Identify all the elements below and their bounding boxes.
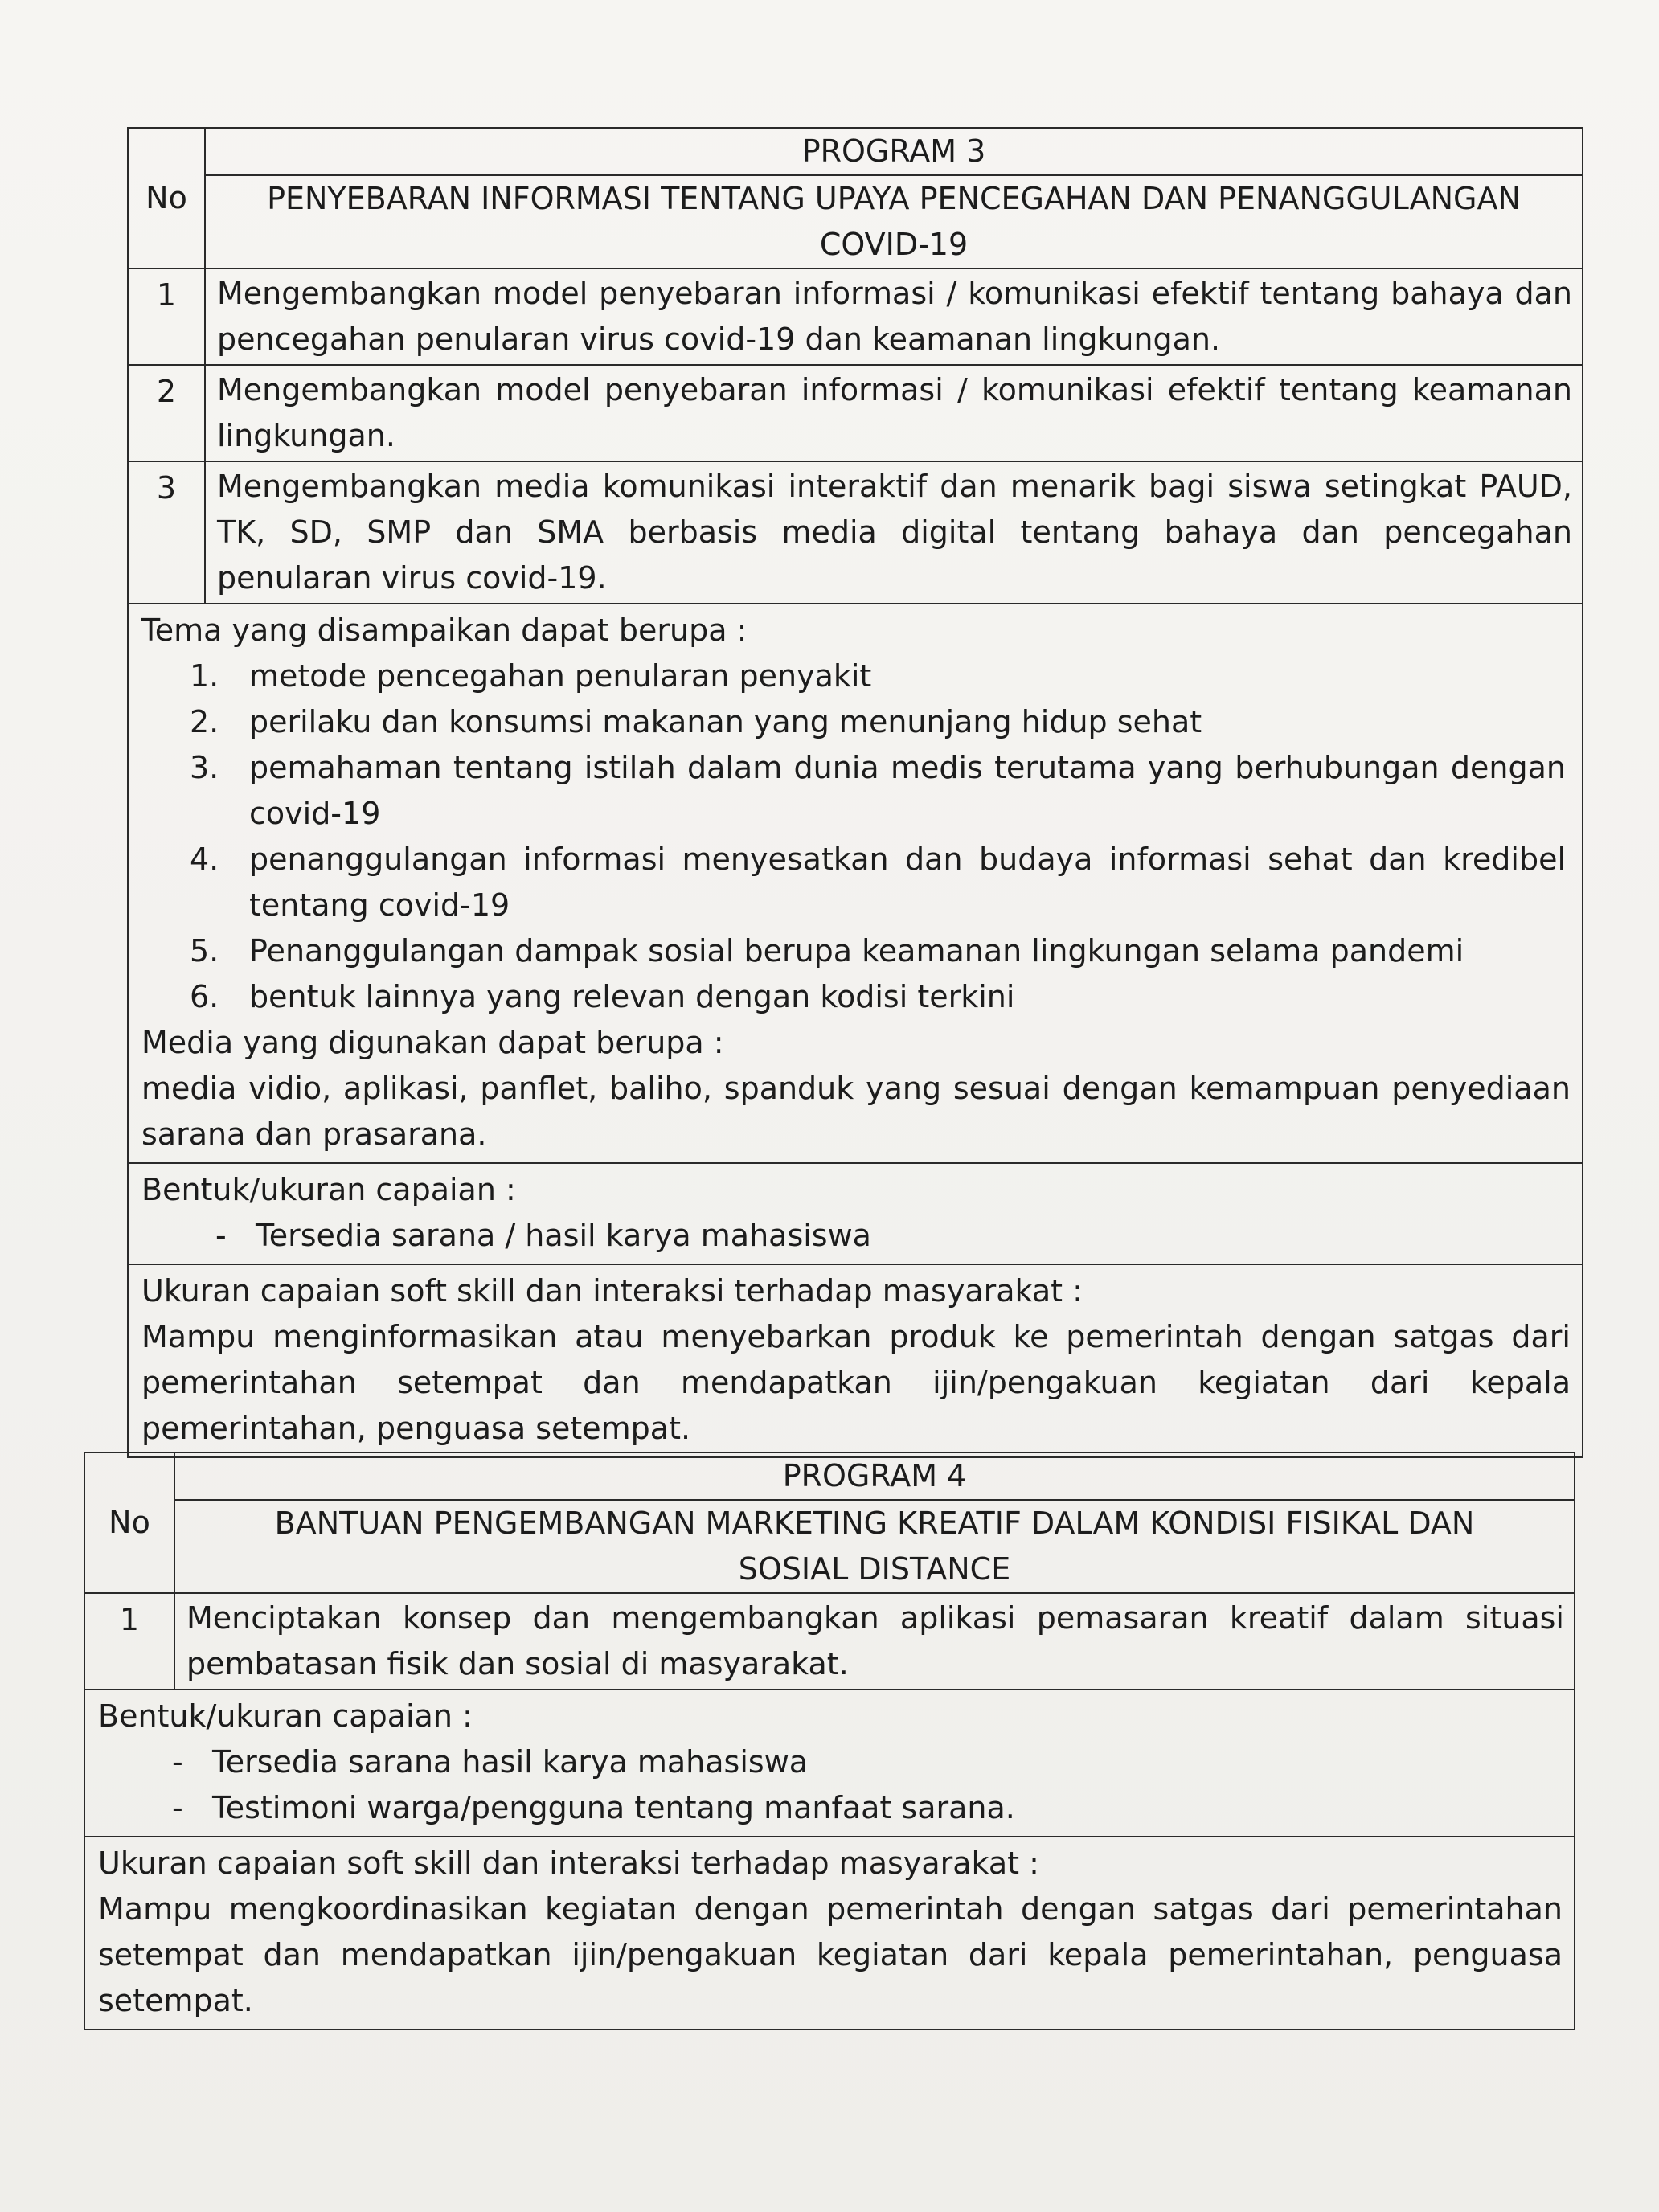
capaian-section xyxy=(128,1163,1583,1264)
softskill-text: Mampu mengkoordinasikan kegiatan dengan pemerintah dengan satgas dari pemerintahan setempat dan mendapatkan ijin/pengakuan kegiatan dari kepala pemerintahan, penguasa setempat. xyxy=(98,1891,1563,2018)
column-header-no: No xyxy=(128,128,205,268)
program-subtitle: PENYEBARAN INFORMASI TENTANG UPAYA PENCEGAHAN DAN PENANGGULANGAN COVID-19 xyxy=(205,175,1583,268)
list-number: 3. xyxy=(190,750,219,785)
media-text: media vidio, aplikasi, panflet, baliho, spanduk yang sesuai dengan kemampuan penyediaan sarana dan prasarana. xyxy=(141,1071,1571,1152)
row-number: 2 xyxy=(128,365,205,461)
list-item: - Tersedia sarana / hasil karya mahasiswa xyxy=(141,1213,1571,1259)
program-4-table xyxy=(84,1452,1575,2030)
list-number: 2. xyxy=(190,704,219,739)
tema-media-section xyxy=(128,604,1583,1163)
list-text: penanggulangan informasi menyesatkan dan budaya informasi sehat dan kredibel tentang covid-19 xyxy=(249,842,1566,923)
program-title: PROGRAM 3 xyxy=(205,128,1583,175)
list-item xyxy=(141,745,1571,837)
row-text: Menciptakan konsep dan mengembangkan aplikasi pemasaran kreatif dalam situasi pembatasan fisik dan sosial di masyarakat. xyxy=(174,1593,1575,1690)
softskill-section xyxy=(84,1837,1575,2030)
list-item xyxy=(141,653,1571,699)
table-row xyxy=(128,268,1583,365)
row-number: 1 xyxy=(84,1593,174,1690)
list-number: 5. xyxy=(190,933,219,969)
list-item xyxy=(141,699,1571,745)
row-text: Mengembangkan model penyebaran informasi / komunikasi efektif tentang keamanan lingkungan. xyxy=(205,365,1583,461)
list-item xyxy=(141,837,1571,928)
list-item: - Testimoni warga/pengguna tentang manfaat sarana. xyxy=(98,1785,1563,1831)
table-row xyxy=(128,461,1583,604)
softskill-heading: Ukuran capaian soft skill dan interaksi terhadap masyarakat : xyxy=(98,1845,1039,1881)
tema-list xyxy=(141,653,1571,1020)
row-text: Mengembangkan media komunikasi interaktif dan menarik bagi siswa setingkat PAUD, TK, SD, SMP dan SMA berbasis media digital tentang bahaya dan pencegahan penularan virus covid-19. xyxy=(205,461,1583,604)
capaian-section xyxy=(84,1690,1575,1837)
softskill-text: Mampu menginformasikan atau menyebarkan produk ke pemerintah dengan satgas dari pemerintahan setempat dan mendapatkan ijin/pengakuan kegiatan dari kepala pemerintahan, penguasa setempat. xyxy=(141,1319,1571,1446)
tema-heading: Tema yang disampaikan dapat berupa : xyxy=(141,612,748,648)
list-text: perilaku dan konsumsi makanan yang menunjang hidup sehat xyxy=(249,704,1202,739)
program-subtitle: BANTUAN PENGEMBANGAN MARKETING KREATIF DALAM KONDISI FISIKAL DAN SOSIAL DISTANCE xyxy=(174,1500,1575,1593)
list-text: pemahaman tentang istilah dalam dunia medis terutama yang berhubungan dengan covid-19 xyxy=(249,750,1566,831)
list-item xyxy=(141,928,1571,974)
table-row xyxy=(84,1593,1575,1690)
list-number: 1. xyxy=(190,658,219,694)
row-text: Mengembangkan model penyebaran informasi / komunikasi efektif tentang bahaya dan pencegahan penularan virus covid-19 dan keamanan lingkungan. xyxy=(205,268,1583,365)
capaian-list xyxy=(141,1213,1571,1259)
program-title: PROGRAM 4 xyxy=(174,1452,1575,1500)
table-row xyxy=(128,365,1583,461)
program-3-table xyxy=(127,127,1583,1458)
row-number: 3 xyxy=(128,461,205,604)
softskill-section xyxy=(128,1264,1583,1457)
capaian-list xyxy=(98,1739,1563,1831)
list-item xyxy=(141,974,1571,1020)
column-header-no: No xyxy=(84,1452,174,1593)
list-number: 4. xyxy=(190,842,219,877)
list-number: 6. xyxy=(190,979,219,1014)
media-heading: Media yang digunakan dapat berupa : xyxy=(141,1025,724,1060)
row-number: 1 xyxy=(128,268,205,365)
capaian-heading: Bentuk/ukuran capaian : xyxy=(98,1698,473,1734)
list-text: bentuk lainnya yang relevan dengan kodisi terkini xyxy=(249,979,1015,1014)
list-text: Penanggulangan dampak sosial berupa keamanan lingkungan selama pandemi xyxy=(249,933,1464,969)
softskill-heading: Ukuran capaian soft skill dan interaksi terhadap masyarakat : xyxy=(141,1273,1083,1309)
list-item: - Tersedia sarana hasil karya mahasiswa xyxy=(98,1739,1563,1785)
list-text: metode pencegahan penularan penyakit xyxy=(249,658,872,694)
capaian-heading: Bentuk/ukuran capaian : xyxy=(141,1172,516,1207)
